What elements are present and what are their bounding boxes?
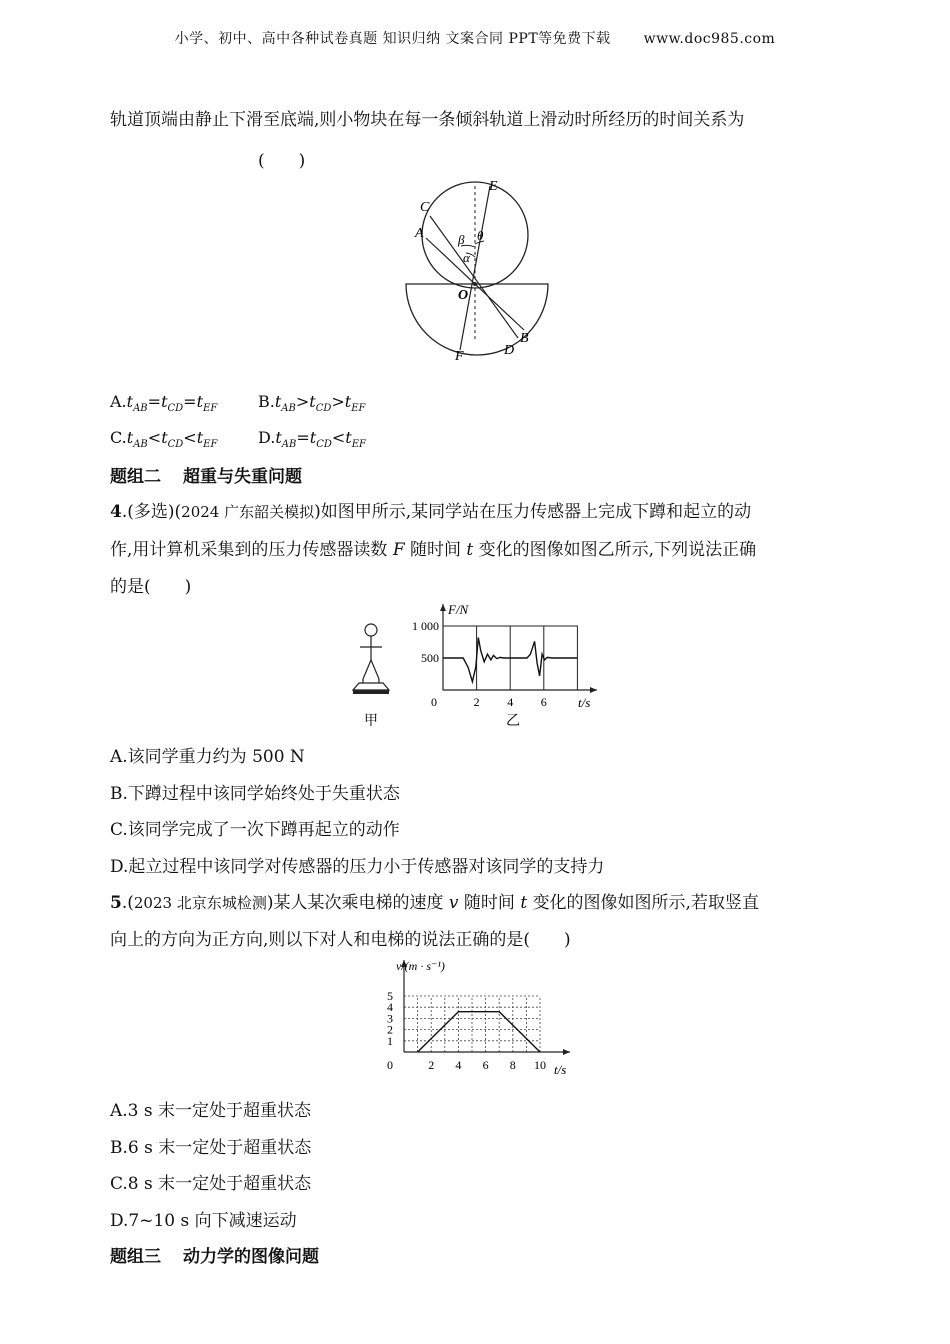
q3-circle-figure: [400, 175, 560, 370]
q4-option-d: D.起立过程中该同学对传感器的压力小于传感器对该同学的支持力: [110, 857, 605, 877]
fig-caption-jia: 甲: [364, 714, 378, 729]
q3-answer-paren: ( ): [258, 151, 306, 171]
section-2-heading: 题组二 超重与失重问题: [110, 467, 302, 487]
chart-f-y-tick-label: 500: [421, 651, 439, 665]
q3-option-b: $B.t_{AB}>t_{CD}>t_{EF}$: [258, 392, 366, 415]
chart-f-y-tick-label: 1 000: [412, 619, 439, 633]
chart-v-x-tick-label: 2: [428, 1058, 435, 1072]
header-site: www.doc985.com: [643, 31, 776, 47]
chart-v-x-arrow: [563, 1049, 570, 1055]
q4-option-a: A.该同学重力约为 500 N: [110, 747, 305, 767]
fig-label-e: E: [489, 179, 498, 194]
q5-stem-line2: 向上的方向为正方向,则以下对人和电梯的说法正确的是( ): [110, 930, 571, 950]
q5-option-c: C.8 s 末一定处于超重状态: [110, 1174, 312, 1194]
fig-label-b: B: [520, 331, 529, 346]
fig-label-beta: β: [458, 232, 465, 247]
page-header: [0, 28, 950, 48]
fig-label-c: C: [420, 200, 430, 215]
chart-f-x-tick-label: 2: [473, 695, 480, 709]
q4-stem-line2: 作,用计算机采集到的压力传感器读数 F 随时间 t 变化的图像如图乙所示,下列说法正确: [110, 540, 757, 560]
chart-v-y-tick-label: 4: [387, 1000, 393, 1015]
chart-f-ylabel: F/N: [448, 602, 469, 617]
fig-label-theta: θ: [477, 228, 484, 243]
chart-v-y-tick-label: 5: [387, 989, 393, 1003]
chart-v-x-tick-label: 8: [509, 1058, 516, 1072]
fig-label-f: F: [455, 349, 464, 364]
q4-force-time-chart: [405, 600, 605, 735]
chart-v-y-tick-label: 2: [387, 1022, 393, 1037]
section-3-heading: 题组三 动力学的图像问题: [110, 1247, 319, 1267]
q4-option-b: B.下蹲过程中该同学始终处于失重状态: [110, 784, 400, 804]
q4-stem-line1: 4.(多选)(2024 广东韶关模拟)如图甲所示,某同学站在压力传感器上完成下蹲和起立的动: [110, 502, 752, 522]
chart-v-y-tick-label: 1: [387, 1033, 393, 1048]
chart-v-x-tick-label: 10: [534, 1058, 546, 1072]
header-text: 小学、初中、高中各种试卷真题 知识归纳 文案合同 PPT等免费下载: [174, 31, 611, 47]
fig-label-a: A: [415, 226, 424, 241]
q5-option-b: B.6 s 末一定处于超重状态: [110, 1138, 312, 1158]
chart-f-x-tick-label: 0: [431, 695, 437, 709]
q4-option-c: C.该同学完成了一次下蹲再起立的动作: [110, 820, 400, 840]
chart-f-y-arrow: [440, 604, 446, 611]
q3-option-c: $C.t_{AB}<t_{CD}<t_{EF}$: [110, 428, 218, 451]
q3-option-a: $A.t_{AB}=t_{CD}=t_{EF}$: [110, 392, 218, 415]
q3-option-d: $D.t_{AB}=t_{CD}<t_{EF}$: [258, 428, 366, 451]
chart-v-x-tick-label: 4: [455, 1058, 462, 1072]
q5-option-a: A.3 s 末一定处于超重状态: [110, 1101, 312, 1121]
fig-label-o: O: [458, 288, 469, 303]
chart-v-xlabel: t/s: [554, 1062, 567, 1077]
fig-label-alpha: α: [463, 250, 470, 265]
chart-f-xlabel: t/s: [578, 695, 591, 710]
chart-v-ylabel: v/(m · s⁻¹): [396, 959, 445, 973]
chart-f-x-tick-label: 4: [507, 695, 514, 709]
q5-velocity-time-chart: [365, 955, 580, 1080]
fig-caption-yi: 乙: [506, 714, 520, 729]
fig-label-d: D: [504, 343, 515, 358]
q4-stem-line3: 的是( ): [110, 577, 192, 597]
chart-f-x-tick-label: 6: [540, 695, 547, 709]
q3-stem-tail: 轨道顶端由静止下滑至底端,则小物块在每一条倾斜轨道上滑动时所经历的时间关系为: [110, 110, 745, 130]
chart-f-x-arrow: [590, 687, 597, 693]
velocity-series-line: [418, 1012, 540, 1052]
chart-v-x-tick-label: 6: [482, 1058, 489, 1072]
q4-figure-person: [345, 615, 405, 730]
chart-v-x-tick-label: 0: [387, 1058, 393, 1072]
q5-stem-line1: 5.(2023 北京东城检测)某人某次乘电梯的速度 v 随时间 t 变化的图像如图所示,若取竖直: [110, 893, 759, 913]
q5-option-d: D.7~10 s 向下减速运动: [110, 1211, 297, 1231]
chart-v-y-tick-label: 3: [387, 1011, 393, 1026]
